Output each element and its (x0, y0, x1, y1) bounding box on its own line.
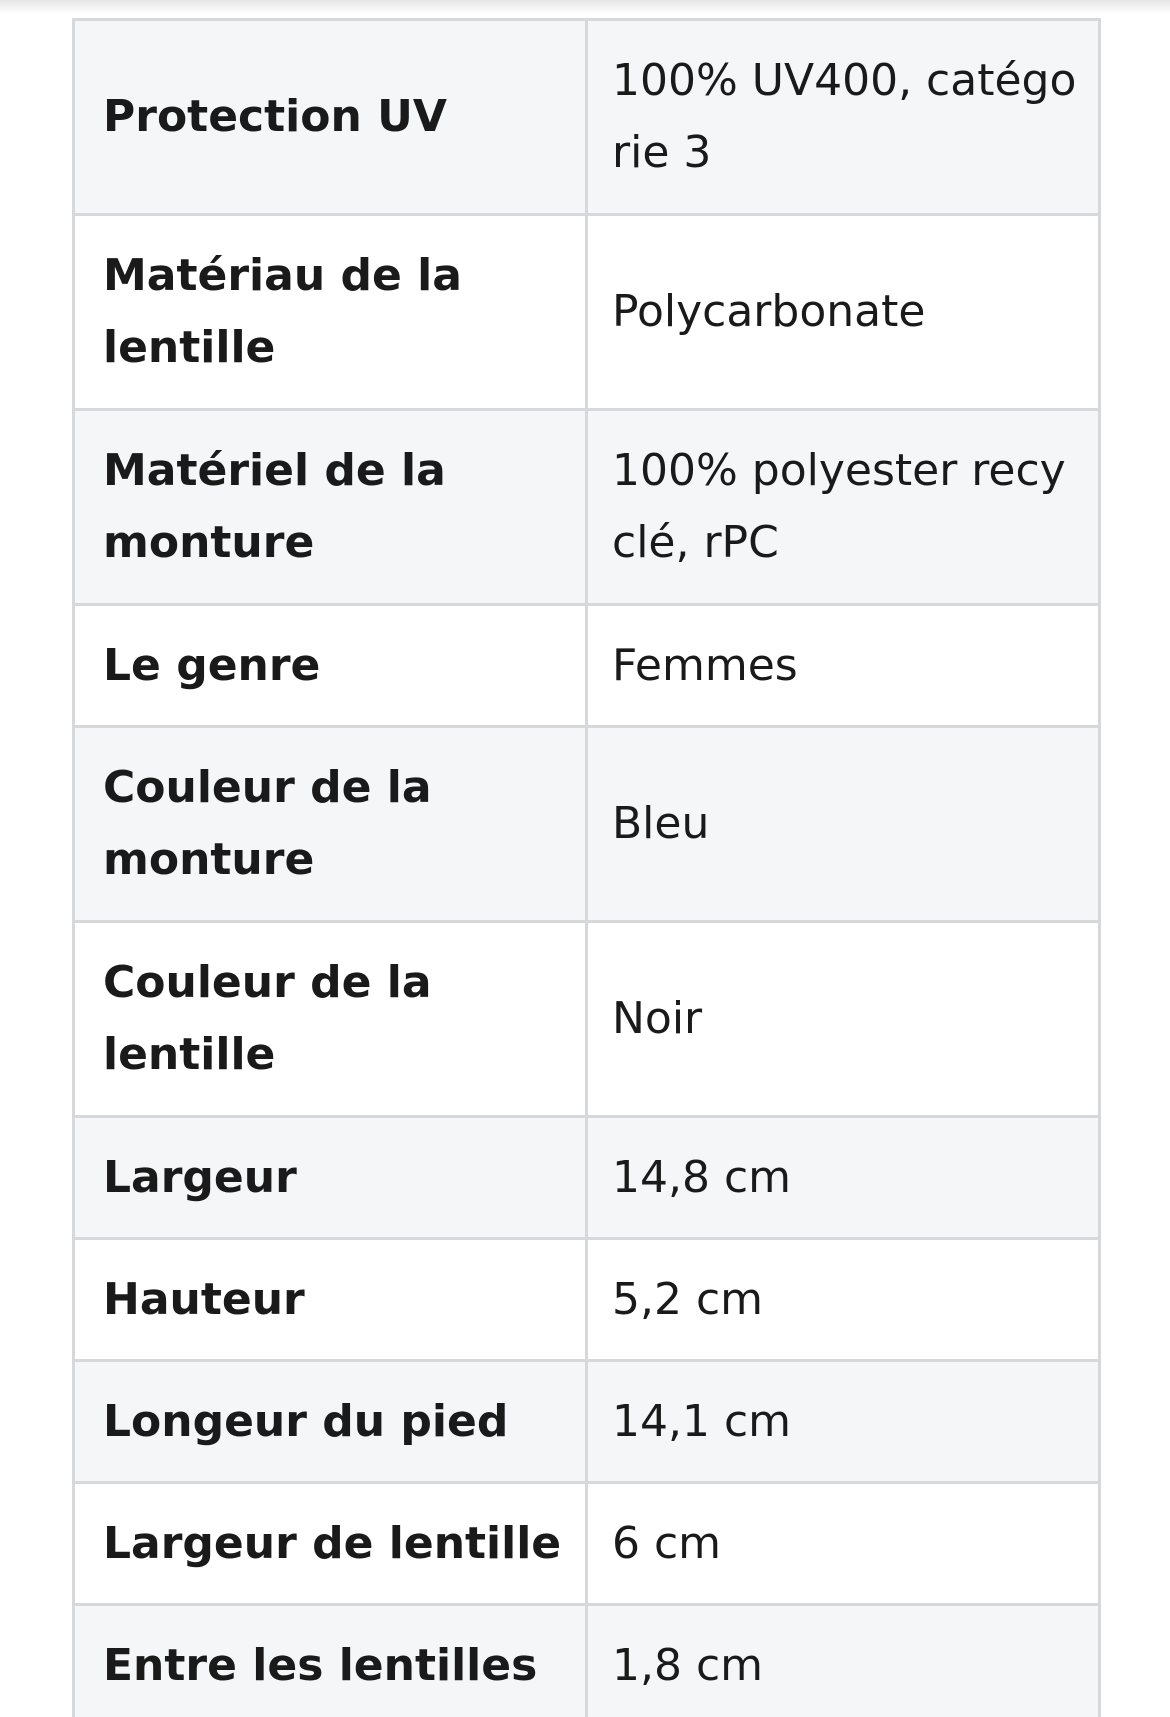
spec-value: 100% polyester recyclé, rPC (587, 410, 1100, 605)
spec-label: Couleur de la lentille (74, 922, 587, 1117)
spec-value: 14,1 cm (587, 1361, 1100, 1483)
spec-value: Femmes (587, 605, 1100, 727)
spec-row-lens-material (74, 215, 1100, 410)
spec-value: 5,2 cm (587, 1239, 1100, 1361)
spec-row-lens-width (74, 1483, 1100, 1605)
spec-label: Longeur du pied (74, 1361, 587, 1483)
product-spec-table (72, 18, 1101, 1717)
spec-row-frame-color (74, 727, 1100, 922)
spec-row-bridge-width (74, 1605, 1100, 1717)
spec-row-width (74, 1117, 1100, 1239)
spec-label: Protection UV (74, 20, 587, 215)
spec-value: Bleu (587, 727, 1100, 922)
spec-label: Le genre (74, 605, 587, 727)
spec-label: Hauteur (74, 1239, 587, 1361)
spec-row-lens-color (74, 922, 1100, 1117)
spec-row-frame-material (74, 410, 1100, 605)
spec-value: 6 cm (587, 1483, 1100, 1605)
spec-label: Entre les lentilles (74, 1605, 587, 1717)
spec-value: 100% UV400, catégorie 3 (587, 20, 1100, 215)
top-bar-shadow (0, 0, 1170, 14)
spec-row-gender (74, 605, 1100, 727)
spec-row-uv-protection (74, 20, 1100, 215)
spec-label: Largeur (74, 1117, 587, 1239)
spec-row-height (74, 1239, 1100, 1361)
spec-value: 1,8 cm (587, 1605, 1100, 1717)
spec-row-temple-length (74, 1361, 1100, 1483)
spec-label: Couleur de la monture (74, 727, 587, 922)
spec-label: Largeur de lentille (74, 1483, 587, 1605)
spec-value: 14,8 cm (587, 1117, 1100, 1239)
spec-value: Polycarbonate (587, 215, 1100, 410)
spec-label: Matériau de la lentille (74, 215, 587, 410)
spec-label: Matériel de la monture (74, 410, 587, 605)
spec-value: Noir (587, 922, 1100, 1117)
